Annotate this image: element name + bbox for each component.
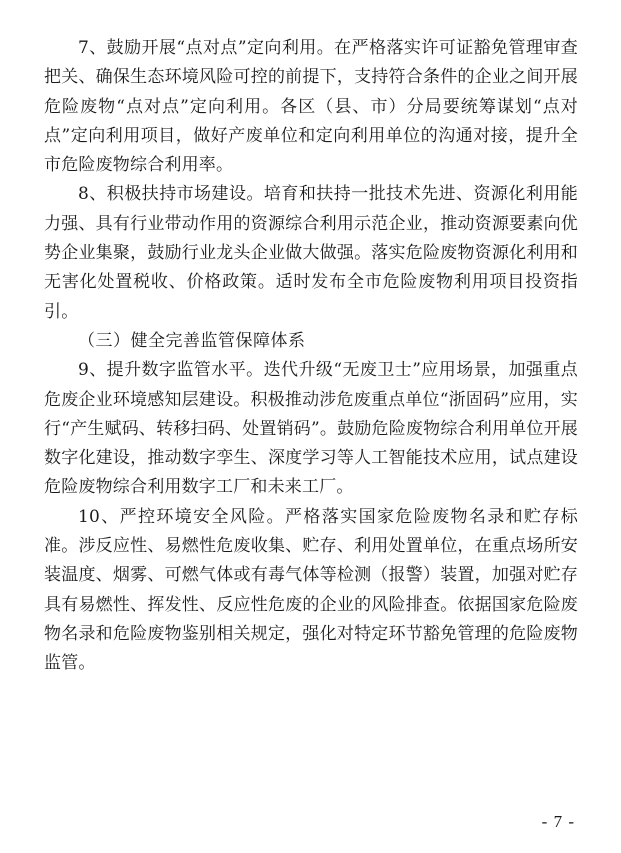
- paragraph-8: 8、积极扶持市场建设。培育和扶持一批技术先进、资源化利用能力强、具有行业带动作用的资源综合利用示范企业，推动资源要素向优势企业集聚，鼓励行业龙头企业做大做强。落实危险废物资源化利用和无害化处置税收、价格政策。适时发布全市危险废物利用项目投资指引。: [44, 184, 578, 322]
- page-number: - 7 -: [541, 812, 575, 831]
- paragraph-7: 7、鼓励开展“点对点”定向利用。在严格落实许可证豁免管理审查把关、确保生态环境风险可控的前提下，支持符合条件的企业之间开展危险废物“点对点”定向利用。各区（县、市）分局要统筹谋划“点对点”定向利用项目，做好产废单位和定向利用单位的沟通对接，提升全市危险废物综合利用率。: [44, 38, 578, 176]
- paragraph-10: 10、严控环境安全风险。严格落实国家危险废物名录和贮存标准。涉反应性、易燃性危废收集、贮存、利用处置单位，在重点场所安装温度、烟雾、可燃气体或有毒气体等检测（报警）装置，加强对贮存具有易燃性、挥发性、反应性危废的企业的风险排查。依据国家危险废物名录和危险废物鉴别相关规定，强化对特定环节豁免管理的危险废物监管。: [44, 506, 578, 674]
- paragraph-9: 9、提升数字监管水平。迭代升级“无废卫士”应用场景，加强重点危废企业环境感知层建设。积极推动涉危废重点单位“浙固码”应用，实行“产生赋码、转移扫码、处置销码”。鼓励危险废物综合利用单位开展数字化建设，推动数字孪生、深度学习等人工智能技术应用，试点建设危险废物综合利用数字工厂和未来工厂。: [44, 360, 578, 498]
- document-body: [44, 34, 578, 679]
- section-heading: （三）健全完善监管保障体系: [78, 330, 306, 351]
